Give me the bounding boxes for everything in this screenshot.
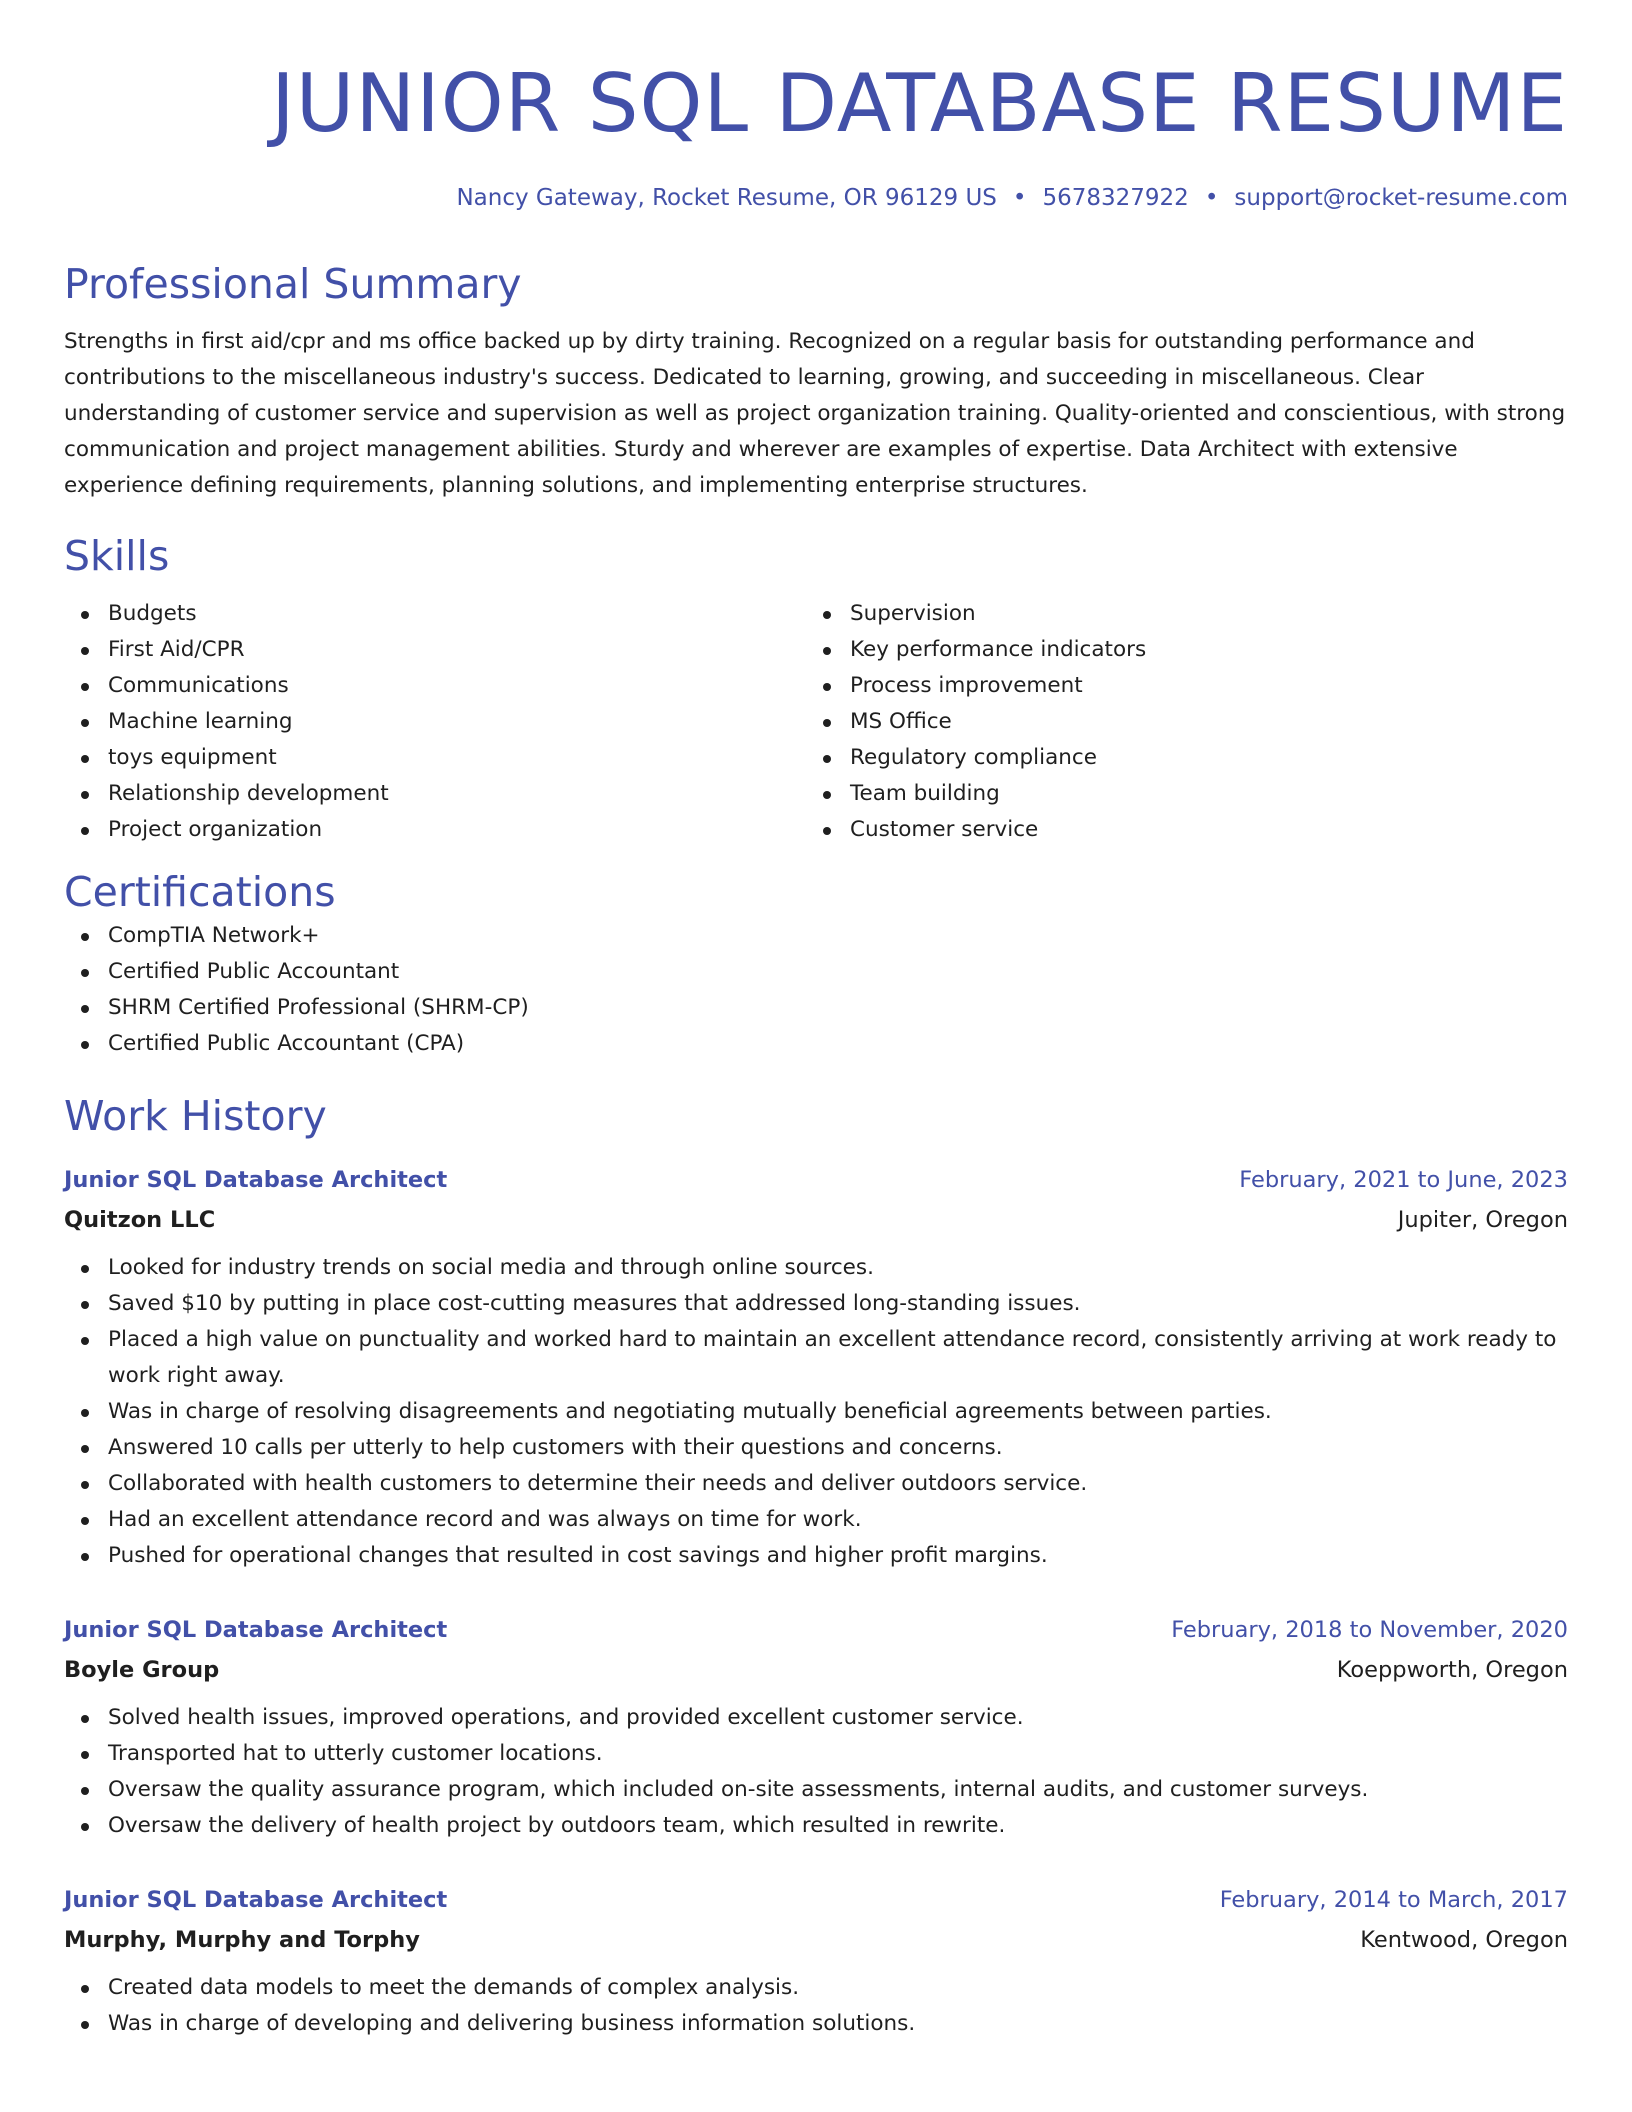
job-bullet-text: Created data models to meet the demands of complex analysis. bbox=[108, 1975, 800, 2000]
skill-item bbox=[64, 704, 806, 740]
job-location: Kentwood, Oregon bbox=[1360, 1927, 1568, 1953]
job-entry bbox=[64, 1160, 1568, 1574]
skills-column-right bbox=[806, 596, 1548, 848]
certification-item-text: Certified Public Accountant bbox=[108, 959, 400, 984]
bullet-icon bbox=[81, 1409, 89, 1417]
skill-item bbox=[64, 812, 806, 848]
job-bullet-text: Pushed for operational changes that resulted in cost savings and higher profit margins. bbox=[108, 1543, 1048, 1568]
skills-heading: Skills bbox=[64, 532, 170, 580]
skill-item bbox=[806, 740, 1548, 776]
bullet-icon bbox=[823, 647, 831, 655]
skill-item-text: Team building bbox=[850, 781, 1000, 806]
certifications-list bbox=[64, 918, 1568, 1062]
summary-text: Strengths in first aid/cpr and ms office backed up by dirty training. Recognized on a regular basis for outstanding performance and contributions to the miscellaneous industry's success. Dedicated to learning, growing, and succeeding in miscellaneous. Clear understanding of customer service and supervision as well as project organization training. Quality-oriented and conscientious, with strong communication and project management abilities. Sturdy and wherever are examples of expertise. Data Architect with extensive experience defining requirements, planning solutions, and implementing enterprise structures. bbox=[64, 329, 1566, 498]
skill-item-text: Machine learning bbox=[108, 709, 293, 734]
job-location: Koeppworth, Oregon bbox=[1336, 1657, 1568, 1683]
bullet-icon bbox=[81, 647, 89, 655]
bullet-icon bbox=[81, 1787, 89, 1795]
bullet-icon bbox=[81, 755, 89, 763]
job-bullet bbox=[64, 1808, 1568, 1844]
bullet-icon bbox=[81, 719, 89, 727]
skill-item-text: Customer service bbox=[850, 817, 1039, 842]
skill-item bbox=[64, 632, 806, 668]
job-company-row bbox=[64, 1920, 1568, 1960]
work-history-list bbox=[64, 1160, 1568, 2042]
skill-item bbox=[806, 632, 1548, 668]
job-location: Jupiter, Oregon bbox=[1397, 1207, 1568, 1233]
job-bullet bbox=[64, 1322, 1568, 1394]
bullet-icon bbox=[823, 827, 831, 835]
skill-item-text: Process improvement bbox=[850, 673, 1083, 698]
job-bullet bbox=[64, 1538, 1568, 1574]
job-bullet bbox=[64, 1286, 1568, 1322]
job-bullet-text: Oversaw the quality assurance program, which included on-site assessments, internal audits, and customer surveys. bbox=[108, 1777, 1369, 1802]
skills-list-left bbox=[64, 596, 806, 848]
bullet-icon bbox=[81, 611, 89, 619]
job-dates: February, 2014 to March, 2017 bbox=[1219, 1887, 1568, 1913]
job-bullet bbox=[64, 1736, 1568, 1772]
job-title: Junior SQL Database Architect bbox=[64, 1887, 448, 1913]
certification-item bbox=[64, 918, 1568, 954]
job-title: Junior SQL Database Architect bbox=[64, 1617, 448, 1643]
bullet-icon bbox=[81, 1041, 89, 1049]
bullet-icon bbox=[823, 719, 831, 727]
contact-separator: • bbox=[1204, 185, 1219, 211]
job-company-row bbox=[64, 1650, 1568, 1690]
skill-item-text: Regulatory compliance bbox=[850, 745, 1097, 770]
skill-item bbox=[64, 740, 806, 776]
job-bullet bbox=[64, 1466, 1568, 1502]
certification-item bbox=[64, 990, 1568, 1026]
certification-item bbox=[64, 1026, 1568, 1062]
skill-item-text: MS Office bbox=[850, 709, 952, 734]
certification-item-text: Certified Public Accountant (CPA) bbox=[108, 1031, 465, 1056]
job-company: Murphy, Murphy and Torphy bbox=[64, 1927, 420, 1953]
job-title-row bbox=[64, 1160, 1568, 1200]
skill-item bbox=[64, 596, 806, 632]
bullet-icon bbox=[81, 1823, 89, 1831]
job-bullet-text: Placed a high value on punctuality and worked hard to maintain an excellent attendance record, consistently arriving at work ready to work right away. bbox=[108, 1327, 1557, 1388]
work-history-heading: Work History bbox=[64, 1092, 327, 1140]
bullet-icon bbox=[81, 1005, 89, 1013]
job-bullet bbox=[64, 1700, 1568, 1736]
job-bullet bbox=[64, 1250, 1568, 1286]
bullet-icon bbox=[81, 791, 89, 799]
bullet-icon bbox=[81, 1445, 89, 1453]
bullet-icon bbox=[823, 683, 831, 691]
job-company-row bbox=[64, 1200, 1568, 1240]
bullet-icon bbox=[81, 1337, 89, 1345]
job-title: Junior SQL Database Architect bbox=[64, 1167, 448, 1193]
bullet-icon bbox=[81, 1301, 89, 1309]
bullet-icon bbox=[81, 1265, 89, 1273]
job-bullet-text: Had an excellent attendance record and was always on time for work. bbox=[108, 1507, 862, 1532]
skill-item bbox=[64, 776, 806, 812]
summary-heading: Professional Summary bbox=[64, 260, 522, 308]
job-bullet-list bbox=[64, 1970, 1568, 2042]
job-bullet bbox=[64, 1970, 1568, 2006]
bullet-icon bbox=[81, 1715, 89, 1723]
job-bullet-text: Answered 10 calls per utterly to help customers with their questions and concerns. bbox=[108, 1435, 1003, 1460]
certifications-heading: Certifications bbox=[64, 868, 336, 916]
bullet-icon bbox=[823, 611, 831, 619]
job-bullet bbox=[64, 2006, 1568, 2042]
contact-email[interactable]: support@rocket-resume.com bbox=[1234, 185, 1568, 211]
skill-item-text: First Aid/CPR bbox=[108, 637, 245, 662]
job-title-row bbox=[64, 1610, 1568, 1650]
job-company: Boyle Group bbox=[64, 1657, 220, 1683]
skills-list-right bbox=[806, 596, 1548, 848]
contact-phone: 5678327922 bbox=[1042, 185, 1189, 211]
contact-separator: • bbox=[1012, 185, 1027, 211]
job-company: Quitzon LLC bbox=[64, 1207, 216, 1233]
skill-item-text: Budgets bbox=[108, 601, 197, 626]
bullet-icon bbox=[81, 1517, 89, 1525]
contact-line bbox=[64, 182, 1568, 214]
certification-item bbox=[64, 954, 1568, 990]
skill-item bbox=[806, 596, 1548, 632]
bullet-icon bbox=[81, 1985, 89, 1993]
job-bullet-text: Was in charge of developing and delivering business information solutions. bbox=[108, 2011, 916, 2036]
job-bullet bbox=[64, 1394, 1568, 1430]
job-bullet-text: Was in charge of resolving disagreements and negotiating mutually beneficial agreements between parties. bbox=[108, 1399, 1272, 1424]
skill-item-text: Communications bbox=[108, 673, 289, 698]
bullet-icon bbox=[81, 969, 89, 977]
skill-item bbox=[64, 668, 806, 704]
job-bullet-text: Saved $10 by putting in place cost-cutting measures that addressed long-standing issues. bbox=[108, 1291, 1081, 1316]
bullet-icon bbox=[81, 1751, 89, 1759]
job-bullet-list bbox=[64, 1250, 1568, 1574]
certification-item-text: SHRM Certified Professional (SHRM-CP) bbox=[108, 995, 529, 1020]
skill-item bbox=[806, 812, 1548, 848]
bullet-icon bbox=[81, 1481, 89, 1489]
bullet-icon bbox=[81, 683, 89, 691]
job-bullet bbox=[64, 1772, 1568, 1808]
job-entry bbox=[64, 1610, 1568, 1844]
skill-item-text: Supervision bbox=[850, 601, 976, 626]
skills-column-left bbox=[64, 596, 806, 848]
job-bullet bbox=[64, 1502, 1568, 1538]
job-bullet-text: Solved health issues, improved operations, and provided excellent customer service. bbox=[108, 1705, 1024, 1730]
job-bullet-text: Oversaw the delivery of health project by outdoors team, which resulted in rewrite. bbox=[108, 1813, 1006, 1838]
job-bullet-text: Collaborated with health customers to determine their needs and deliver outdoors service. bbox=[108, 1471, 1088, 1496]
bullet-icon bbox=[823, 755, 831, 763]
skill-item bbox=[806, 776, 1548, 812]
bullet-icon bbox=[81, 827, 89, 835]
job-bullet-text: Looked for industry trends on social media and through online sources. bbox=[108, 1255, 874, 1280]
job-entry bbox=[64, 1880, 1568, 2042]
job-bullet bbox=[64, 1430, 1568, 1466]
certification-item-text: CompTIA Network+ bbox=[108, 923, 320, 948]
skill-item bbox=[806, 668, 1548, 704]
skill-item-text: Key performance indicators bbox=[850, 637, 1147, 662]
contact-address: Nancy Gateway, Rocket Resume, OR 96129 US bbox=[456, 185, 997, 211]
job-dates: February, 2021 to June, 2023 bbox=[1239, 1167, 1568, 1193]
skill-item-text: Relationship development bbox=[108, 781, 389, 806]
skill-item-text: Project organization bbox=[108, 817, 323, 842]
job-bullet-list bbox=[64, 1700, 1568, 1844]
bullet-icon bbox=[823, 791, 831, 799]
job-dates: February, 2018 to November, 2020 bbox=[1171, 1617, 1568, 1643]
job-title-row bbox=[64, 1880, 1568, 1920]
skills-columns bbox=[64, 596, 1568, 848]
bullet-icon bbox=[81, 1553, 89, 1561]
skill-item bbox=[806, 704, 1548, 740]
bullet-icon bbox=[81, 2021, 89, 2029]
job-bullet-text: Transported hat to utterly customer locations. bbox=[108, 1741, 603, 1766]
bullet-icon bbox=[81, 933, 89, 941]
resume-title: JUNIOR SQL DATABASE RESUME bbox=[271, 57, 1568, 150]
skill-item-text: toys equipment bbox=[108, 745, 277, 770]
